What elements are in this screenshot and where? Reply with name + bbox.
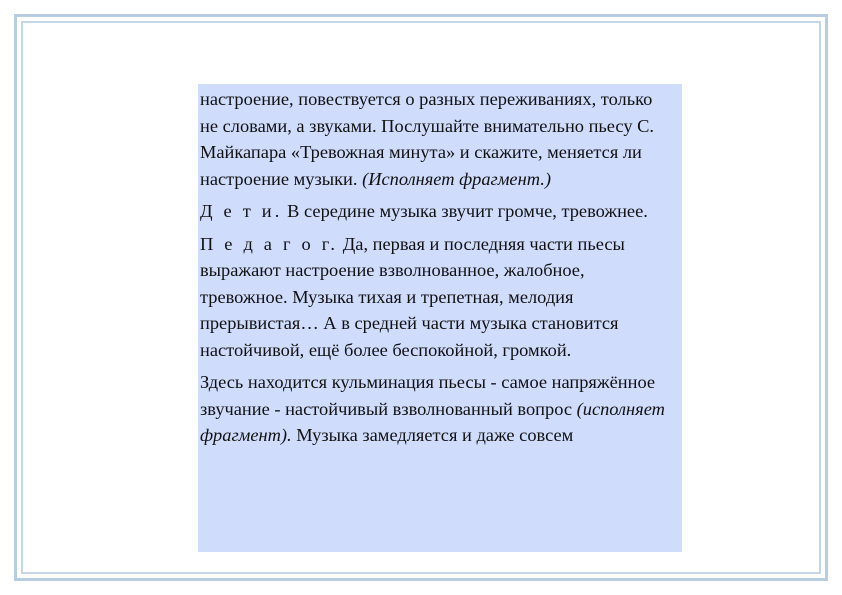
paragraph-3-text: Да, первая и последняя части пьесы выражают настроение взволнованное, жалобное, тревожное. Музыка тихая и трепетная, мелодия прерывистая… А в средней части музыка становится настойчивой, ещё более беспокойной, громкой. [200,233,625,360]
paragraph-1 [200,86,674,192]
paragraph-4 [200,369,674,449]
paragraph-2-text: В середине музыка звучит громче, тревожнее. [282,201,648,221]
paragraph-4-italic: (исполняет фрагмент). [200,398,665,445]
paragraph-1-italic: (Исполняет фрагмент.) [362,168,551,189]
speaker-teacher: П е д а г о г. [200,233,339,254]
paragraph-1-text: настроение, повествуется о разных переживаниях, только не словами, а звуками. Послушайте внимательно пьесу С. Майкапара «Тревожная минута» и скажите, меняется ли настроение музыки. [200,89,655,189]
paragraph-4-text: Здесь находится кульминация пьесы - самое напряжённое звучание - настойчивый взволнованный вопрос [200,372,656,419]
slide-text-block [198,84,682,552]
paragraph-2 [200,198,674,225]
speaker-children: Д е т и. [200,201,283,221]
paragraph-3 [200,231,674,364]
paragraph-4-tail: Музыка замедляется и даже совсем [291,425,574,445]
